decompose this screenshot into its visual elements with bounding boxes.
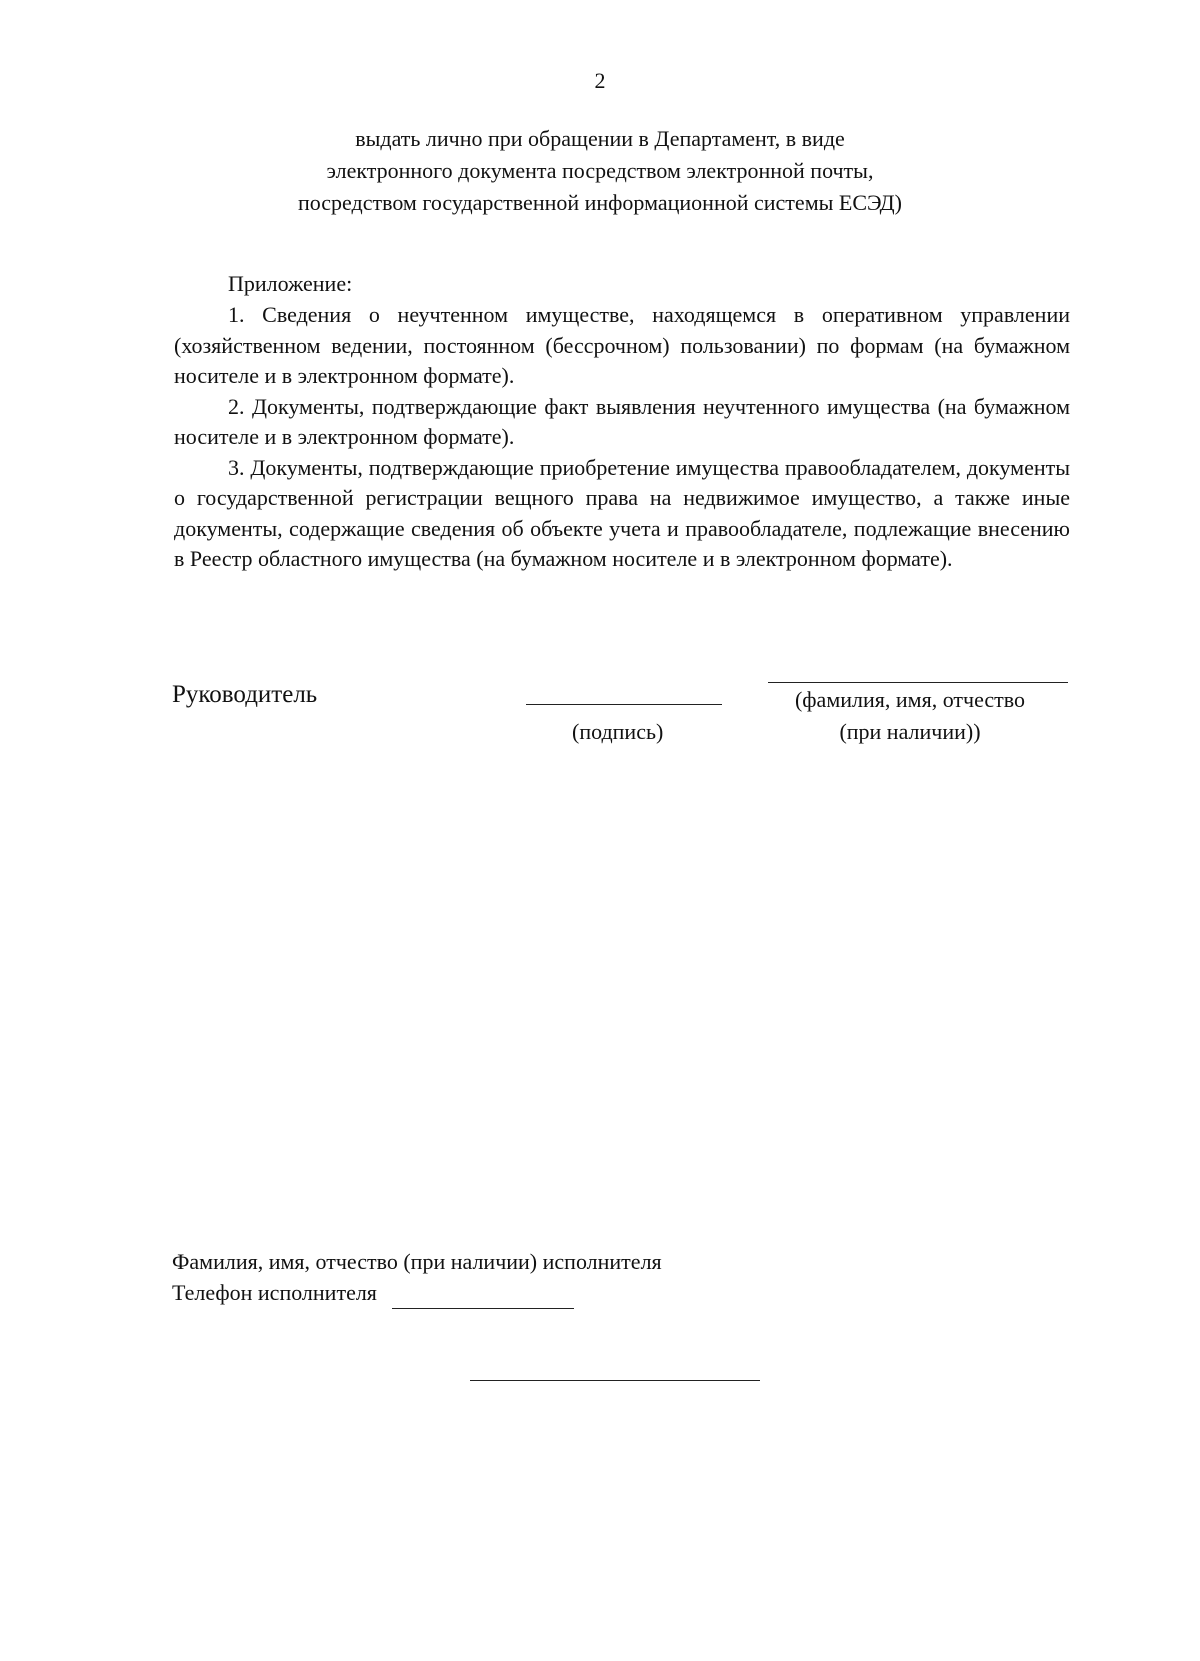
delivery-line: посредством государственной информационной системы ЕСЭД) — [297, 190, 903, 215]
name-caption: (фамилия, имя, отчество — [794, 687, 1026, 712]
executor-phone-label: Телефон исполнителя — [172, 1280, 377, 1305]
signature-line — [526, 704, 722, 705]
signature-caption: (подпись) — [572, 719, 664, 744]
delivery-methods — [150, 123, 1050, 219]
name-caption-continued: (при наличии)) — [839, 719, 981, 744]
name-line — [768, 682, 1068, 683]
appendix-list — [174, 300, 1070, 575]
appendix-heading: Приложение: — [228, 271, 353, 296]
executor-phone-line — [392, 1308, 574, 1309]
appendix-item: 1. Сведения о неучтенном имуществе, находящемся в оперативном управлении (хозяйственном ведении, постоянном (бессрочном) пользовании) по формам (на бумажном носителе и в электронном формате). — [174, 302, 1070, 388]
delivery-line: выдать лично при обращении в Департамент, в виде — [355, 126, 845, 151]
signatory-role: Руководитель — [172, 681, 318, 708]
delivery-line: электронного документа посредством электронной почты, — [326, 158, 874, 183]
executor-name-label: Фамилия, имя, отчество (при наличии) исполнителя — [172, 1249, 662, 1274]
page-number: 2 — [594, 68, 606, 93]
appendix-item: 3. Документы, подтверждающие приобретение имущества правообладателем, документы о государственной регистрации вещного права на недвижимое имущество, а также иные документы, содержащие сведения об объекте учета и правообладателе, подлежащие внесению в Реестр областного имущества (на бумажном носителе и в электронном формате). — [174, 454, 1070, 571]
appendix-item: 2. Документы, подтверждающие факт выявления неучтенного имущества (на бумажном носителе и в электронном формате). — [174, 393, 1070, 449]
document-end-line — [470, 1380, 760, 1381]
